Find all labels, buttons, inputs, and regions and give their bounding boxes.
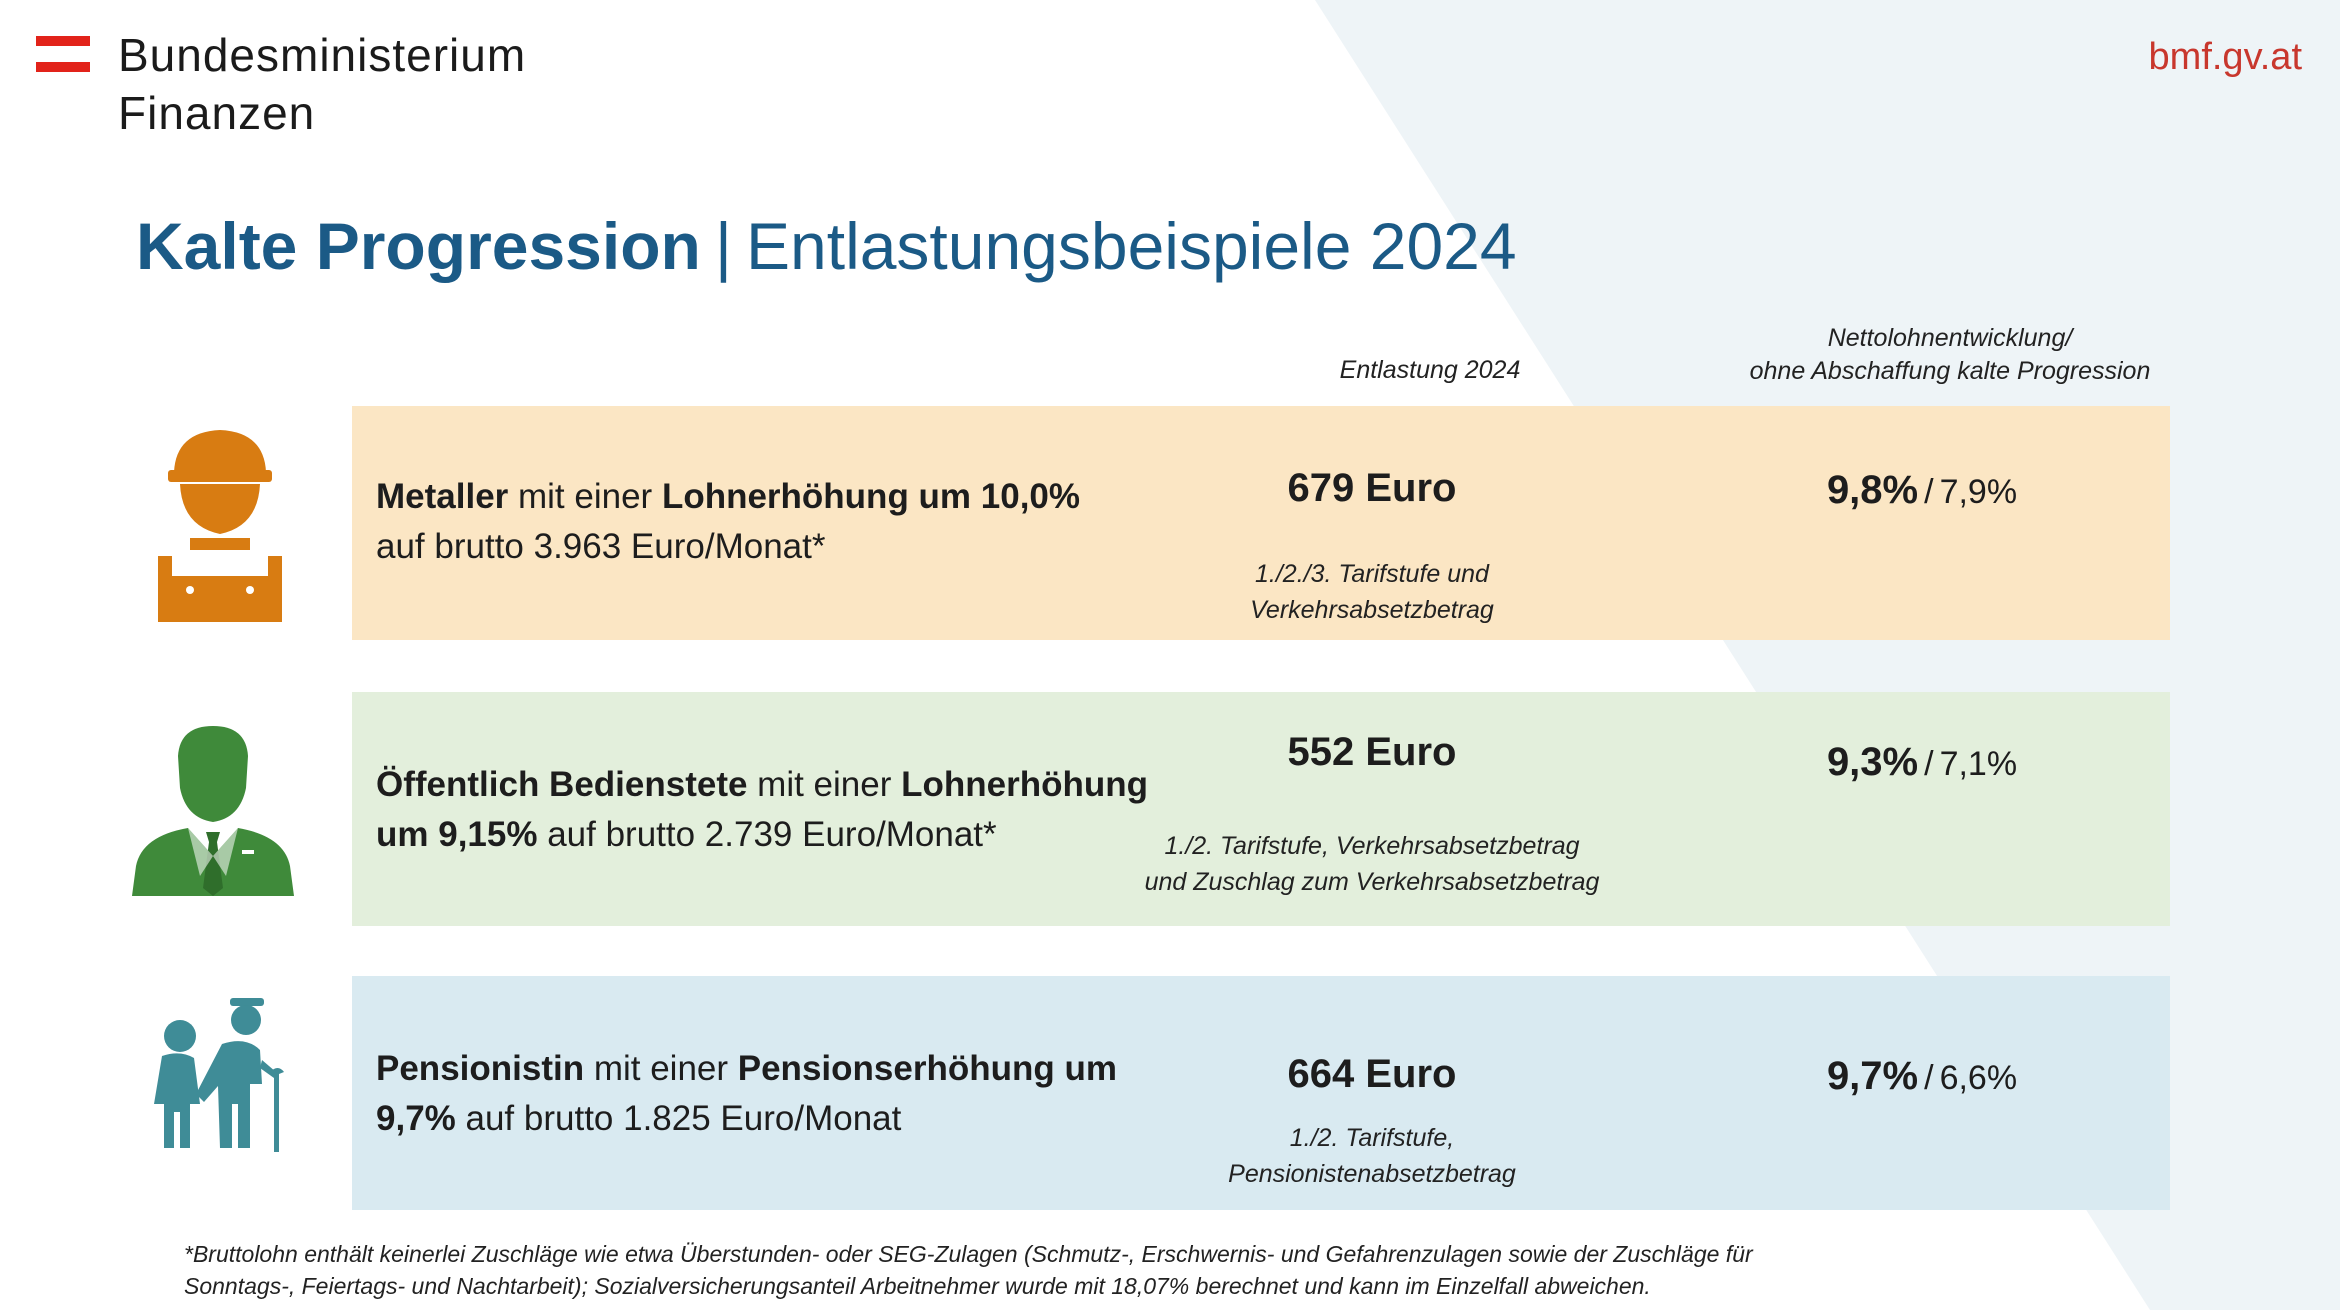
row-desc-bold-3: um 9,15%: [376, 815, 538, 854]
pensioners-icon: [138, 994, 288, 1154]
column-header-relief: Entlastung 2024: [1339, 356, 1521, 384]
row-desc-bold-2: Lohnerhöhung: [901, 765, 1148, 804]
row-desc-bold-1: Metaller: [376, 477, 509, 516]
ministry-name-line2: Finanzen: [118, 87, 316, 139]
relief-note-line2: Pensionistenabsetzbetrag: [1228, 1160, 1516, 1188]
relief-note-line1: 1./2. Tarifstufe, Verkehrsabsetzbetrag: [1164, 832, 1580, 860]
net-wage-pct-with-abolition: 9,8%: [1826, 468, 1919, 512]
civil-servant-icon: [128, 726, 298, 896]
title-sub: Entlastungsbeispiele 2024: [746, 209, 1517, 283]
row-desc-bold-3: 9,7%: [376, 1099, 456, 1138]
row-desc-text-1: mit einer: [584, 1049, 738, 1088]
row-desc-text-1: mit einer: [747, 765, 902, 804]
relief-note-line2: Verkehrsabsetzbetrag: [1250, 596, 1494, 624]
ministry-name-line1: Bundesministerium: [118, 29, 527, 81]
row-desc-bold-2: Pensionserhöhung um: [737, 1049, 1117, 1088]
relief-note-line1: 1./2. Tarifstufe,: [1289, 1124, 1455, 1152]
row-desc-text-2: auf brutto 3.963 Euro/Monat*: [376, 527, 826, 566]
relief-amount: 552 Euro: [1287, 730, 1457, 774]
row-desc-bold-2: Lohnerhöhung um 10,0%: [661, 477, 1081, 516]
net-wage-pct-without-abolition: 6,6%: [1939, 1059, 2018, 1097]
column-header-net-wage-line2: ohne Abschaffung kalte Progression: [1749, 357, 2151, 385]
column-header-net-wage-line1: Nettolohnentwicklung/: [1827, 324, 2073, 352]
example-row-pensioner: [352, 976, 2170, 1210]
austria-flag-logo: [36, 36, 90, 72]
relief-note-line2: und Zuschlag zum Verkehrsabsetzbetrag: [1144, 868, 1600, 896]
title-main: Kalte Progression: [136, 209, 701, 283]
relief-note: [1092, 1120, 1652, 1192]
relief-amount: 664 Euro: [1287, 1052, 1457, 1096]
row-desc-bold-1: Öffentlich Bedienstete: [376, 765, 748, 804]
page-title: [136, 208, 1517, 284]
relief-note: [1092, 556, 1652, 628]
net-wage-percentages: 9,7% / 6,6%: [1826, 1054, 2018, 1098]
ministry-name: [118, 26, 526, 142]
example-row-metalworker: [352, 406, 2170, 640]
relief-amount: 679 Euro: [1287, 466, 1457, 510]
worker-icon: [150, 426, 290, 626]
net-wage-pct-with-abolition: 9,7%: [1826, 1054, 1919, 1098]
net-wage-pct-without-abolition: 7,9%: [1939, 473, 2018, 511]
relief-note: [1092, 828, 1652, 900]
row-desc-text-2: auf brutto 2.739 Euro/Monat*: [537, 815, 997, 854]
net-wage-percentages: 9,8% / 7,9%: [1826, 468, 2018, 512]
row-desc-bold-1: Pensionistin: [376, 1049, 585, 1088]
column-header-net-wage: [1700, 322, 2200, 388]
example-row-civil-servant: [352, 692, 2170, 926]
net-wage-percentages: 9,3% / 7,1%: [1826, 740, 2018, 784]
net-wage-pct-without-abolition: 7,1%: [1939, 745, 2018, 783]
relief-note-line1: 1./2./3. Tarifstufe und: [1255, 560, 1489, 588]
row-desc-text-1: mit einer: [508, 477, 662, 516]
site-url-link[interactable]: bmf.gv.at: [2148, 36, 2302, 78]
footnote-line1: *Bruttolohn enthält keinerlei Zuschläge wie etwa Überstunden- oder SEG-Zulagen (Schmutz-, Erschwernis- und Gefahrenzulagen sowie der Zuschläge für: [184, 1241, 1753, 1267]
footnote: [184, 1238, 1884, 1302]
title-separator: |: [714, 209, 732, 283]
net-wage-pct-with-abolition: 9,3%: [1826, 740, 1919, 784]
row-desc-text-2: auf brutto 1.825 Euro/Monat: [455, 1099, 902, 1138]
footnote-line2: Sonntags-, Feiertags- und Nachtarbeit); Sozialversicherungsanteil Arbeitnehmer wurde mit 18,07% berechnet und kann im Einzelfall abweichen.: [184, 1273, 1651, 1299]
